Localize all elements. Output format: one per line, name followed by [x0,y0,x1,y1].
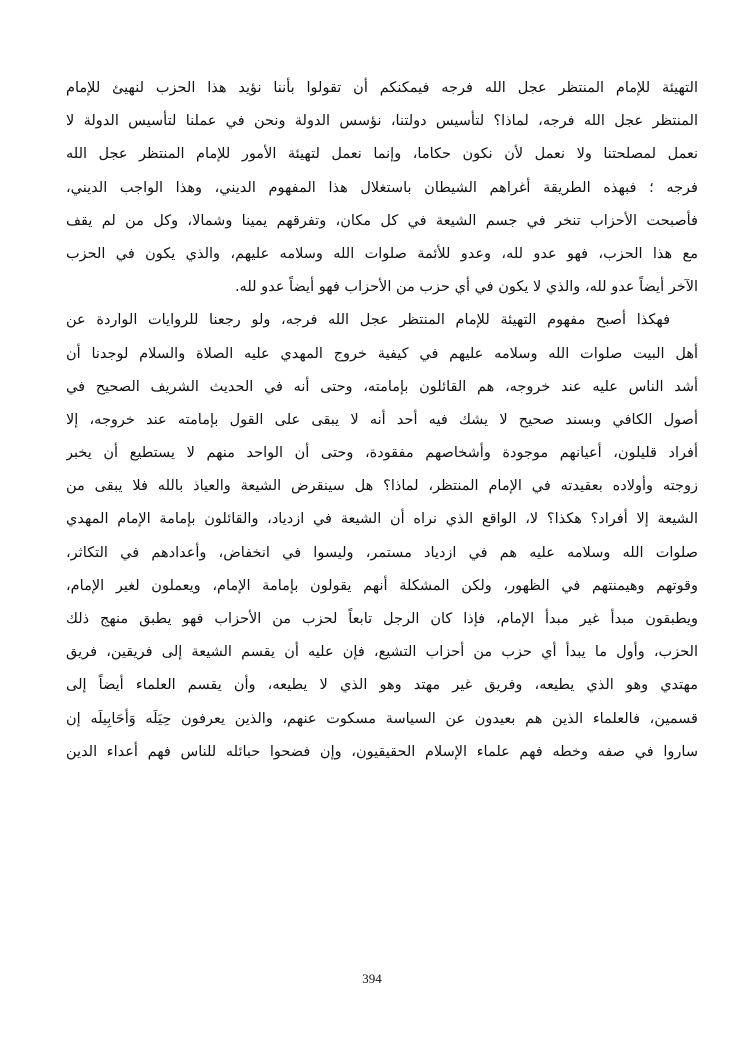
text-line: أفراد قليلون، أعيانهم موجودة وأشخاصهم مفقودة، وحتى أن الواحد منهم لا يستطيع أن يخبر [66,445,698,462]
page-number: 394 [362,971,382,986]
body-text [66,72,698,769]
text-line: مع هذا الحزب، فهو عدو لله، وعدو للأئمة صلوات الله وسلامه عليهم، والذي يكون في الحزب [66,245,698,262]
text-line: زوجته وأولاده بعقيدته في الإمام المنتظر، لماذا؟ هل سينقرض الشيعة والعياذ بالله فلا يبقى من [66,478,698,495]
paragraph-2 [66,304,698,769]
text-line: نعمل لمصلحتنا ولا نعمل لأن نكون حكاما، وإنما نعمل لتهيئة الأمور للإمام المنتظر عجل الله [66,146,698,163]
text-line: أصول الكافي وبسند صحيح لا يشك فيه أحد أنه لا يبقى على القول بإمامته عند خروجه، إلا [66,411,698,428]
text-line: ساروا في صفه وخطه فهم علماء الإسلام الحقيقيون، وإن فضحوا حبائله للناس فهم أعداء الدين [66,743,698,760]
text-line: فرجه ؛ فبهذه الطريقة أغراهم الشيطان باستغلال هذا المفهوم الديني، وهذا الواجب الديني، [66,179,698,196]
text-line: أشد الناس عليه عند خروجه، هم القائلون بإمامته، وحتى أنه في الحديث الشريف الصحيح في [66,378,698,395]
text-line: وقوتهم وهيمنتهم في الظهور، ولكن المشكلة أنهم يقولون بإمامة الإمام، ويعملون لغير الإمام، [66,577,698,594]
paragraph-1 [66,72,698,304]
text-line: التهيئة للإمام المنتظر عجل الله فرجه فيمكنكم أن تقولوا بأننا نؤيد هذا الحزب لنهيئ للإمام [66,80,698,96]
text-line: الشيعة إلا أفراد؟ هكذا؟ لا، الواقع الذي نراه أن الشيعة في ازدياد، والقائلون بإمامة الإمام المهدي [66,511,698,528]
text-line: أهل البيت صلوات الله وسلامه عليهم في كيفية خروج المهدي عليه الصلاة والسلام لوجدنا أن [66,345,698,362]
text-line: المنتظر عجل الله فرجه، لماذا؟ لتأسيس دولتنا، نؤسس الدولة ونحن في عملنا لتأسيس الدولة لا [66,113,698,130]
text-line: صلوات الله وسلامه عليه هم في ازدياد مستمر، وليسوا في انخفاض، وأعدادهم في التكاثر، [66,544,698,561]
text-line: قسمين، فالعلماء الذين هم بعيدون عن السياسة مسكوت عنهم، والذين يعرفون حِيَلَه وَأحَابِيلَه إن [66,710,698,727]
text-line: فأصبحت الأحزاب تنخر في جسم الشيعة في كل مكان، وتفرقهم يمينا وشمالا، وكل من لم يقف [66,212,698,229]
text-line: ويطبقون مبدأ غير مبدأ الإمام، فإذا كان الرجل تابعاً لحزب من الأحزاب فهو يطبق منهج ذلك [66,611,698,627]
text-line: مهتدي وهو الذي يطيعه، وفريق غير مهتد وهو الذي لا يطيعه، وأن يقسم العلماء أيضاً إلى [66,677,698,694]
text-line: الحزب، وأول ما يبدأ أي حزب من أحزاب التشيع، فإن عليه أن يقسم الشيعة إلى فريقين، فريق [66,644,698,661]
text-line-indented: فهكذا أصبح مفهوم التهيئة للإمام المنتظر عجل الله فرجه، ولو رجعنا للروايات الواردة عن [66,312,670,329]
text-line-last: الآخر أيضاً عدو لله، والذي لا يكون في أي حزب من الأحزاب فهو أيضاً عدو لله. [234,279,698,296]
